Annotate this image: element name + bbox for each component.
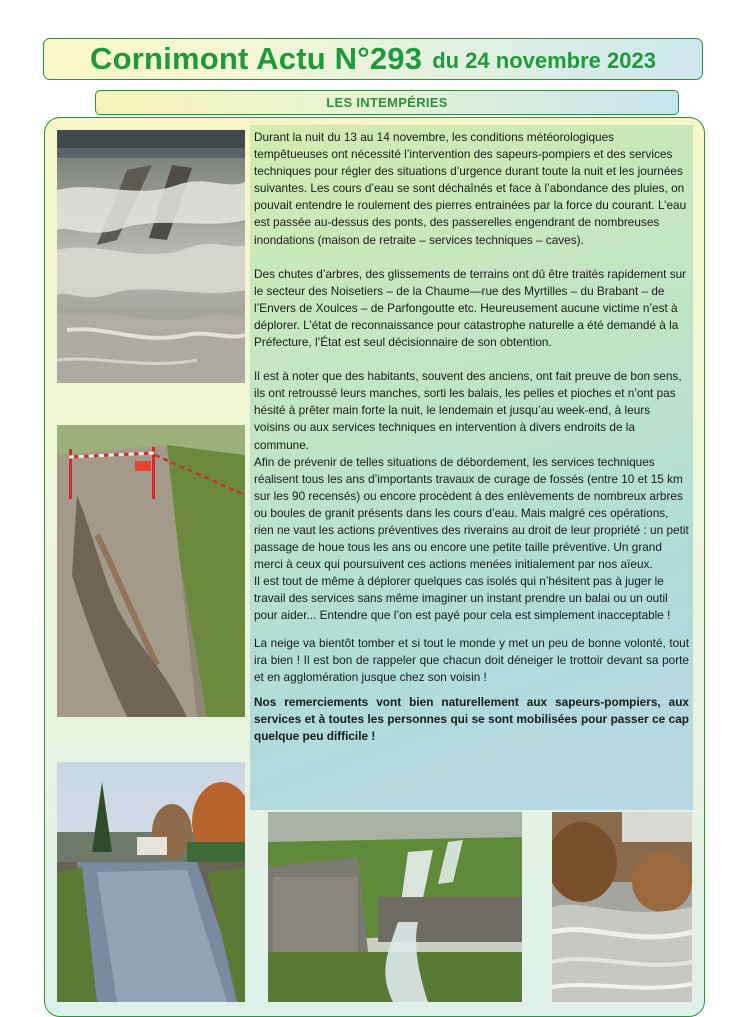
article-paragraph-5: Il est tout de même à déplorer quelques cas isolés qui n’hésitent pas à juger le travail des services sans même imaginer un instant prendre un balai ou un outil pour aider... Entendre que l’on est payé pour cela est simplement inacceptable ! — [254, 574, 671, 623]
eroded-path-photo — [57, 425, 245, 717]
section-banner — [95, 90, 679, 115]
flooded-road-photo — [57, 762, 245, 1002]
article-paragraph-1: Durant la nuit du 13 au 14 novembre, les conditions météorologiques tempêtueuses ont nécessité l’intervention des sapeurs-pompiers et des services techniques pour régler des situations d’urgence durant toute la nuit et les journées suivantes. Les cours d’eau se sont déchaînés et face à l’abondance des pluies, on pouvait entendre le roulement des pierres entrainées par la force du courant. L’eau est passée au-dessus des ponts, des passerelles engendrant de nombreuses inondations (maison de retraite – services techniques – caves). — [254, 130, 687, 247]
section-title: LES INTEMPÉRIES — [326, 95, 448, 110]
newsletter-date: du 24 novembre 2023 — [432, 48, 656, 73]
article-text-panel — [250, 125, 693, 810]
flood-weir-photo — [57, 130, 245, 383]
article-paragraph-4: Afin de prévenir de telles situations de débordement, les services techniques réalisent tous les ans d’importants travaux de curage de fossés (entre 10 et 15 km sur les 90 recensés) ou encore procèdent à des enlèvements de nombreux arbres ou boules de granit présents dans les cours d’eau. Mais malgré ces opérations, rien ne vaut les actions préventives des riverains au droit de leur propriété : un petit passage de houe tous les ans ou encore une petite taille préventive. Un grand merci à ceux qui poursuivent ces actions menées initialement par nos aïeux. — [254, 454, 689, 572]
newsletter-header — [43, 38, 703, 80]
river-rapids-photo — [552, 812, 692, 1002]
article-paragraph-7: Nos remerciements vont bien naturellement aux sapeurs-pompiers, aux services et à toutes les personnes qui se sont mobilisées pour passer ce cap quelque peu difficile ! — [254, 694, 689, 743]
newsletter-title: Cornimont Actu N°293 — [90, 41, 423, 76]
article-paragraph-6: La neige va bientôt tomber et si tout le monde y met un peu de bonne volonté, tout ira bien ! Il est bon de rappeler que chacun doit déneiger le trottoir devant sa porte et en agglomération jusque chez son voisin ! — [254, 635, 689, 684]
article-paragraph-2: Des chutes d’arbres, des glissements de terrains ont dû être traités rapidement sur le secteur des Noisetiers – de la Chaume—rue des Myrtilles – du Brabant – de l’Envers de Xoulces – de Parfongoutte etc. Heureusement aucune victime n’est à déplorer. L’état de reconnaissance pour catastrophe naturelle a été demandé à la Préfecture, l’État est seul décisionnaire de son obtention. — [254, 266, 687, 350]
article-paragraph-3: Il est à noter que des habitants, souvent des anciens, ont fait preuve de bon sens, ils ont retroussé leurs manches, sorti les balais, les pelles et pioches et n’ont pas hésité à prêter main forte la nuit, le lendemain et jusqu’au week-end, à leurs voisins ou aux services techniques en intervention à divers endroits de la commune. — [254, 369, 682, 452]
waterfall-wall-photo — [268, 812, 522, 1002]
